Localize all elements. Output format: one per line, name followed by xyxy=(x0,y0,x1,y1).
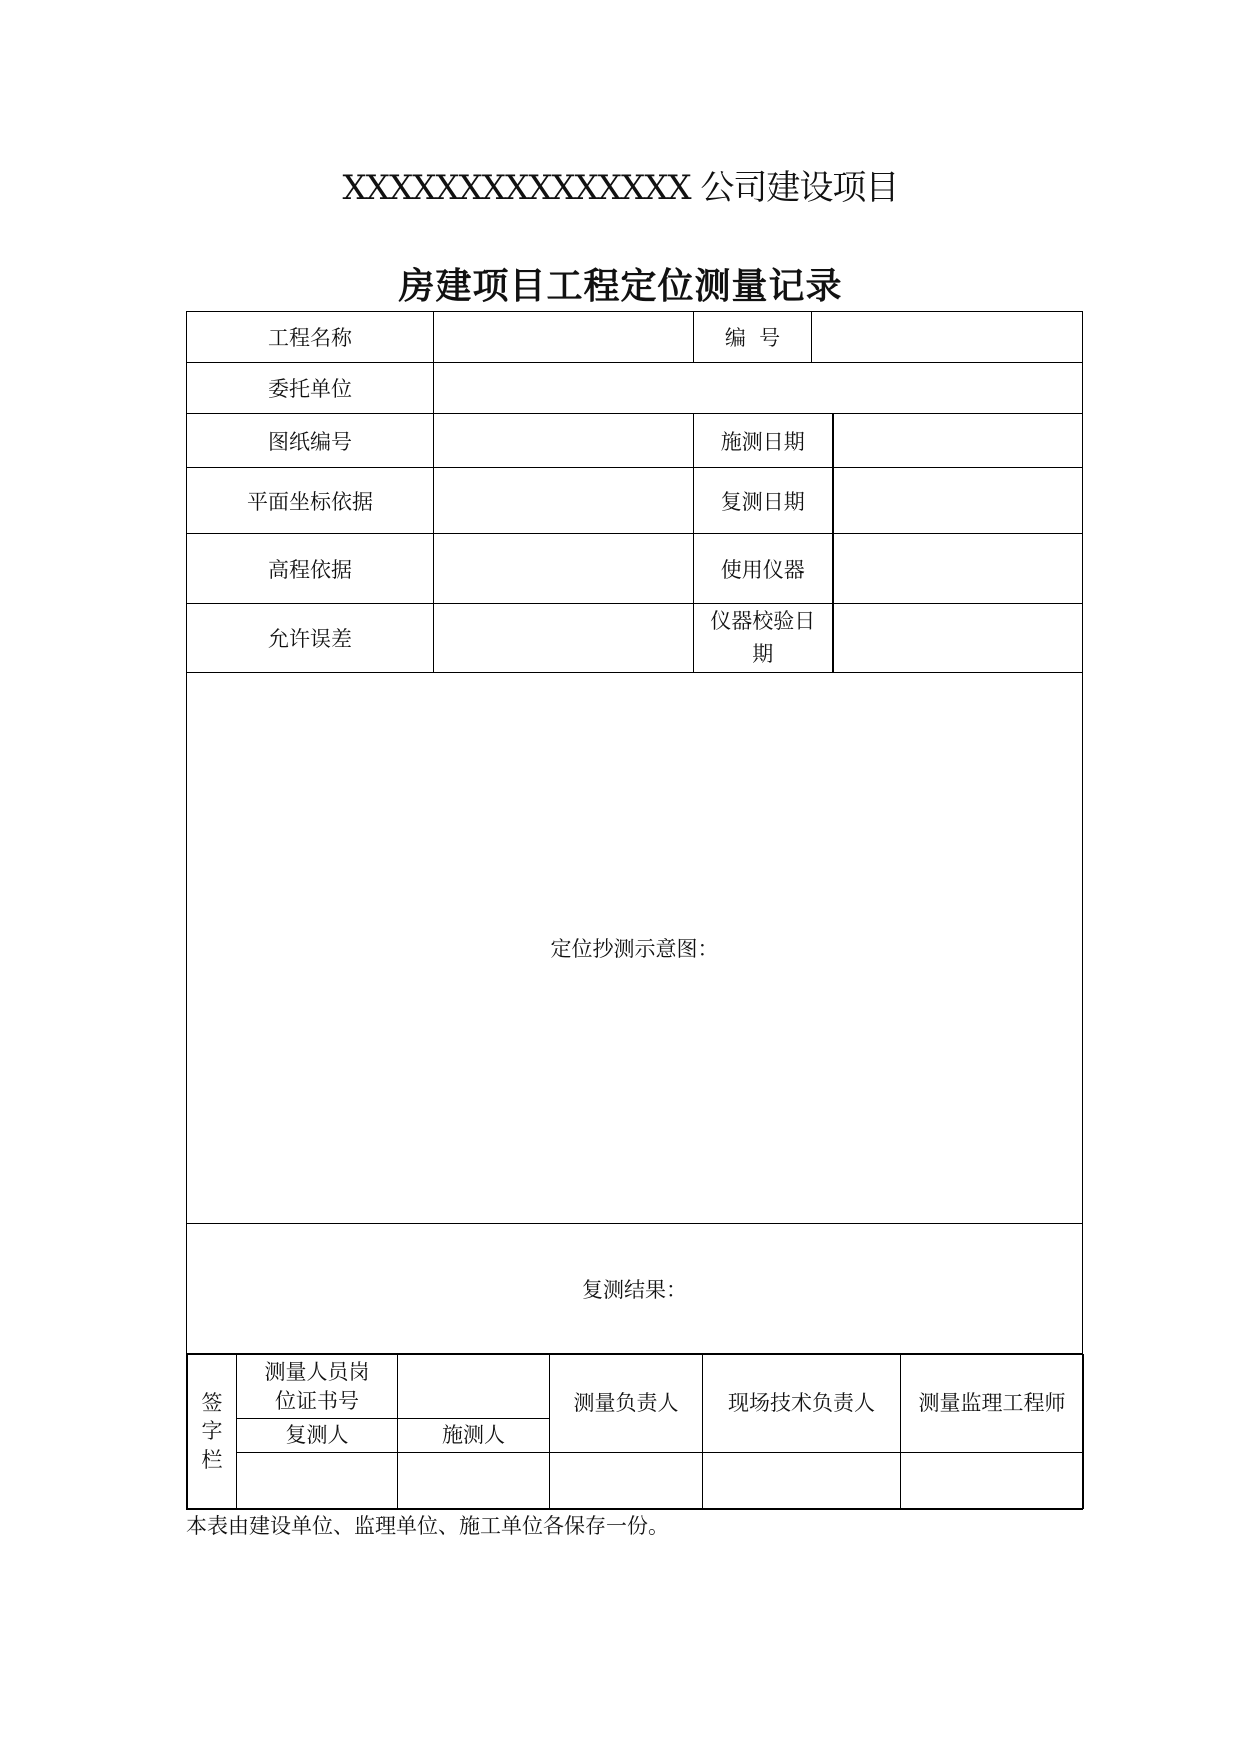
tolerance-label: 允许误差 xyxy=(187,604,434,673)
supervision-engineer-signature-field[interactable] xyxy=(901,1453,1084,1509)
survey-date-label: 施测日期 xyxy=(694,414,833,468)
serial-no-label: 编 号 xyxy=(694,312,812,363)
calibration-date-field[interactable] xyxy=(833,604,1083,673)
client-field[interactable] xyxy=(434,363,1083,414)
resurvey-result-label: 复测结果： xyxy=(582,1277,687,1302)
plane-coordinate-basis-field[interactable] xyxy=(434,468,694,534)
form-title: 房建项目工程定位测量记录 xyxy=(398,265,843,307)
client-label: 委托单位 xyxy=(187,363,434,414)
sketch-area[interactable] xyxy=(187,673,1083,1224)
resurvey-date-label: 复测日期 xyxy=(694,468,833,534)
project-name-label: 工程名称 xyxy=(187,312,434,363)
personnel-cert-label xyxy=(237,1355,398,1419)
signature-table xyxy=(187,1354,1084,1509)
elevation-basis-label: 高程依据 xyxy=(187,534,434,604)
instrument-label: 使用仪器 xyxy=(694,534,833,604)
calibration-date-label xyxy=(694,604,833,673)
drawing-no-field[interactable] xyxy=(434,414,694,468)
resurveyor-label: 复测人 xyxy=(237,1419,398,1453)
signature-column-label xyxy=(188,1355,237,1509)
surveyor-label: 施测人 xyxy=(398,1419,550,1453)
survey-record-form xyxy=(186,311,1083,1510)
personnel-cert-label-text: 测量人员岗位证书号 xyxy=(264,1360,370,1413)
project-name-field[interactable] xyxy=(434,312,694,363)
signature-column-label-text: 签字栏 xyxy=(201,1390,223,1472)
surveyor-signature-field[interactable] xyxy=(398,1453,550,1509)
drawing-no-label: 图纸编号 xyxy=(187,414,434,468)
plane-coordinate-basis-label: 平面坐标依据 xyxy=(187,468,434,534)
calibration-date-label-text: 仪器校验日期 xyxy=(710,609,816,666)
resurvey-result-area[interactable] xyxy=(187,1224,1083,1354)
elevation-basis-field[interactable] xyxy=(434,534,694,604)
resurvey-date-field[interactable] xyxy=(833,468,1083,534)
signature-section xyxy=(187,1354,1083,1510)
tolerance-field[interactable] xyxy=(434,604,694,673)
company-project-title: XXXXXXXXXXXXXXX 公司建设项目 xyxy=(342,168,899,208)
instrument-field[interactable] xyxy=(833,534,1083,604)
resurveyor-signature-field[interactable] xyxy=(237,1453,398,1509)
site-tech-lead-signature-field[interactable] xyxy=(703,1453,901,1509)
sketch-label: 定位抄测示意图： xyxy=(550,937,719,961)
supervision-engineer-label: 测量监理工程师 xyxy=(901,1355,1084,1453)
survey-lead-label: 测量负责人 xyxy=(550,1355,703,1453)
site-tech-lead-label: 现场技术负责人 xyxy=(703,1355,901,1453)
personnel-cert-field[interactable] xyxy=(398,1355,550,1419)
survey-date-field[interactable] xyxy=(833,414,1083,468)
footer-note: 本表由建设单位、监理单位、施工单位各保存一份。 xyxy=(186,1514,669,1538)
survey-lead-signature-field[interactable] xyxy=(550,1453,703,1509)
serial-no-field[interactable] xyxy=(812,312,1083,363)
